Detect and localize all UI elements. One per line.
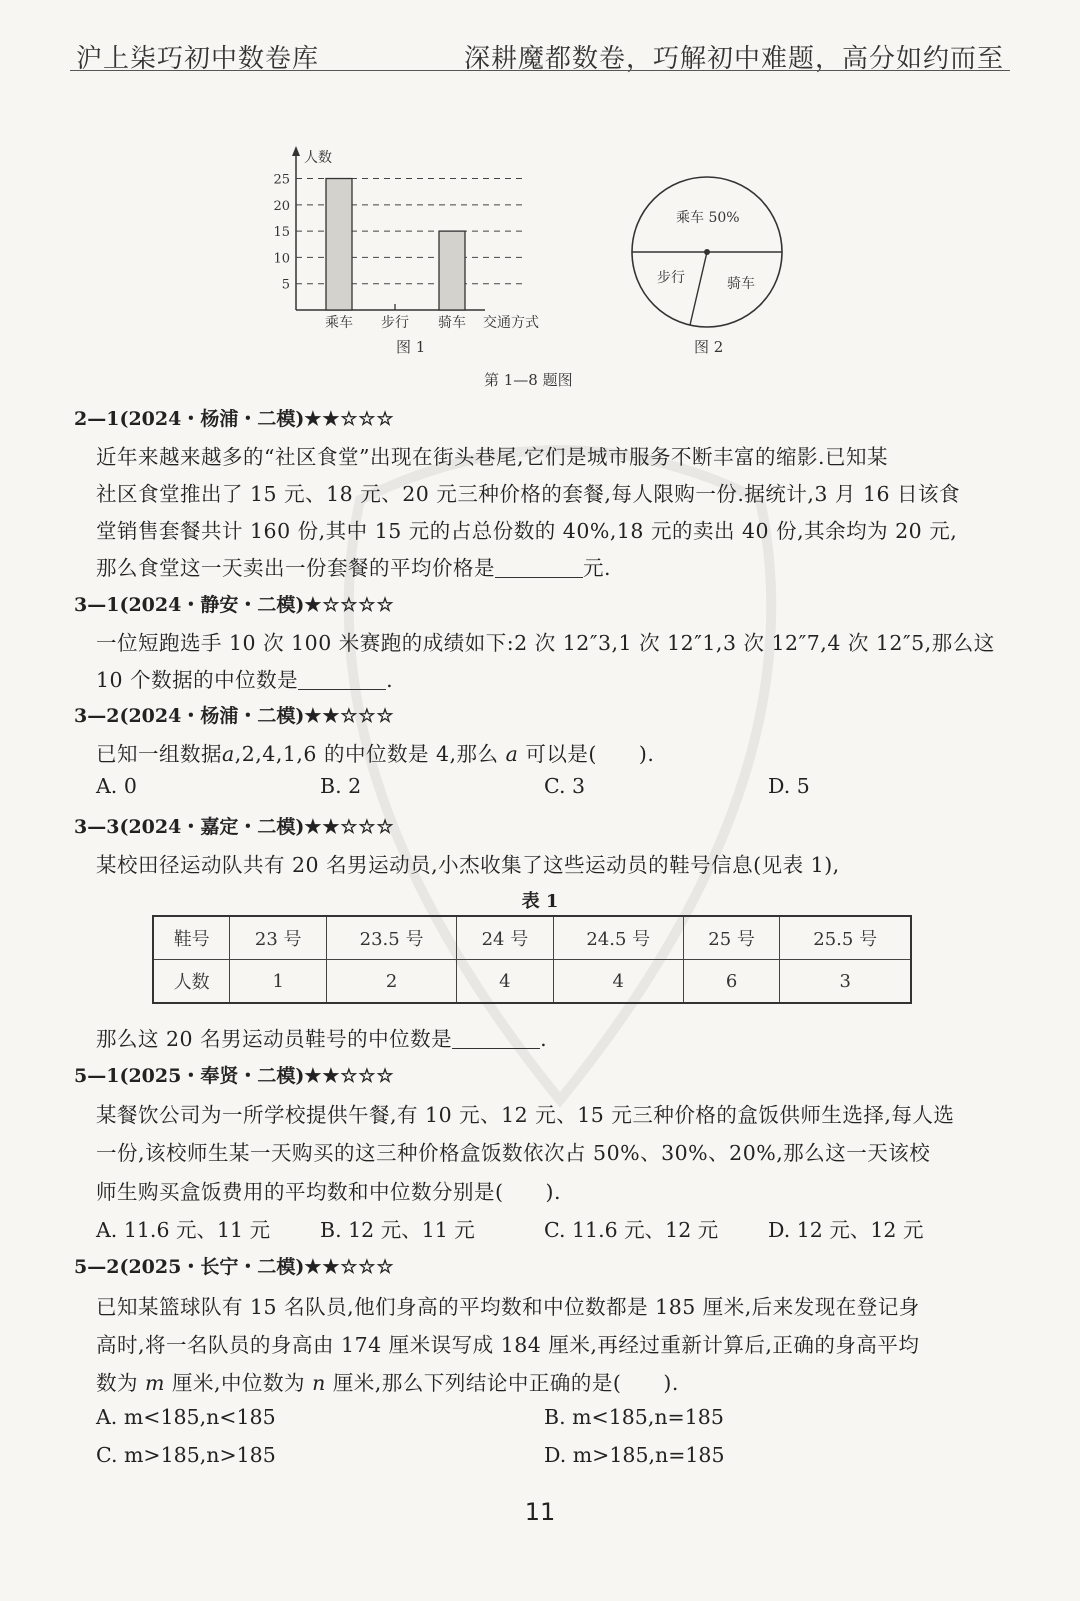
question-header-5-2	[74, 1252, 395, 1279]
question-source: (2024・杨浦・二模)	[119, 408, 305, 430]
x-tick-label: 骑车	[438, 315, 466, 331]
question-text-line: 某校田径运动队共有 20 名男运动员,小杰收集了这些运动员的鞋号信息(见表 1),	[96, 853, 840, 877]
option-c[interactable]: C. 11.6 元、12 元	[544, 1218, 719, 1242]
difficulty-stars: ★★☆☆☆	[304, 816, 395, 838]
variable-m: m	[145, 1371, 165, 1395]
y-tick-label: 20	[273, 198, 290, 214]
pie-center	[704, 249, 710, 255]
question-source: (2025・长宁・二模)	[119, 1256, 305, 1278]
table-cell: 人数	[153, 960, 230, 1004]
question-id: 3—2	[74, 705, 120, 727]
question-text-line	[96, 551, 611, 581]
y-axis-arrow	[292, 146, 300, 156]
question-text: 厘米,那么下列结论中正确的是( ).	[332, 1371, 679, 1395]
y-tick-label: 10	[273, 251, 290, 267]
pie-slice-label-walk: 步行	[657, 270, 685, 286]
figure-1-label: 图 1	[396, 338, 426, 356]
question-text-line: 高时,将一名队员的身高由 174 厘米误写成 184 厘米,再经过重新计算后,正确的身高平均	[96, 1333, 920, 1357]
question-text: 那么这 20 名男运动员鞋号的中位数是	[96, 1027, 453, 1051]
option-b[interactable]: B. m<185,n=185	[544, 1405, 724, 1429]
question-text: 数为	[96, 1371, 138, 1395]
question-text: 可以是( ).	[525, 742, 655, 766]
pie-slice-label-ride: 乘车 50%	[676, 210, 740, 226]
question-text-line	[96, 1366, 679, 1396]
table-cell: 23 号	[230, 916, 327, 960]
option-d[interactable]: D. 12 元、12 元	[768, 1218, 924, 1242]
pie-chart	[632, 177, 782, 356]
question-header-3-1	[74, 590, 395, 617]
header-right-slogan: 深耕魔都数卷，巧解初中难题，高分如约而至	[463, 44, 1004, 74]
shoe-size-table	[152, 915, 912, 1004]
answer-blank[interactable]	[298, 671, 386, 690]
option-a[interactable]: A. 0	[96, 774, 137, 798]
figure-caption: 第 1—8 题图	[484, 371, 573, 389]
question-text-line	[96, 737, 654, 767]
x-tick-label: 乘车	[325, 315, 353, 331]
variable-n: n	[312, 1371, 326, 1395]
question-id: 3—1	[74, 594, 120, 616]
question-text-line: 一份,该校师生某一天购买的这三种价格盒饭数依次占 50%、30%、20%,那么这一天该校	[96, 1141, 931, 1165]
question-text: .	[540, 1027, 548, 1051]
question-header-5-1	[74, 1061, 395, 1088]
table-cell: 24 号	[457, 916, 554, 960]
header-divider	[70, 70, 1010, 71]
y-tick-label: 5	[281, 277, 290, 293]
question-header-3-2	[74, 701, 395, 728]
question-text-line: 一位短跑选手 10 次 100 米赛跑的成绩如下:2 次 12″3,1 次 12″1,3 次 12″7,4 次 12″5,那么这	[96, 631, 995, 655]
bar-chart	[273, 146, 539, 356]
question-text-line: 近年来越来越多的“社区食堂”出现在街头巷尾,它们是城市服务不断丰富的缩影.已知某	[96, 445, 888, 469]
question-source: (2024・杨浦・二模)	[119, 705, 305, 727]
table-cell: 4	[553, 960, 683, 1004]
table-cell: 2	[327, 960, 457, 1004]
table-cell: 24.5 号	[553, 916, 683, 960]
table-cell: 23.5 号	[327, 916, 457, 960]
option-c[interactable]: C. m>185,n>185	[96, 1443, 276, 1467]
table-cell: 25 号	[683, 916, 780, 960]
table-cell: 1	[230, 960, 327, 1004]
table-cell: 4	[457, 960, 554, 1004]
option-b[interactable]: B. 12 元、11 元	[320, 1218, 475, 1242]
question-text: .	[386, 668, 394, 692]
question-source: (2024・嘉定・二模)	[119, 816, 305, 838]
figure-2-label: 图 2	[694, 338, 724, 356]
question-text: 那么食堂这一天卖出一份套餐的平均价格是	[96, 556, 495, 580]
question-id: 2—1	[74, 408, 120, 430]
question-text: ,2,4,1,6 的中位数是 4,那么	[234, 742, 499, 766]
question-source: (2024・静安・二模)	[119, 594, 305, 616]
variable-a: a	[222, 742, 235, 766]
y-tick-label: 25	[273, 172, 290, 188]
question-text-line: 堂销售套餐共计 160 份,其中 15 元的占总份数的 40%,18 元的卖出 40 份,其余均为 20 元,	[96, 519, 958, 543]
variable-a: a	[505, 742, 519, 766]
option-d[interactable]: D. m>185,n=185	[544, 1443, 725, 1467]
table-cell: 3	[780, 960, 911, 1004]
answer-blank[interactable]	[495, 559, 583, 578]
question-text: 元.	[583, 556, 612, 580]
table-cell: 鞋号	[153, 916, 230, 960]
question-text-line: 社区食堂推出了 15 元、18 元、20 元三种价格的套餐,每人限购一份.据统计,3 月 16 日该食	[96, 482, 961, 506]
y-axis-label: 人数	[304, 150, 332, 166]
question-text: 厘米,中位数为	[172, 1371, 306, 1395]
pie-divider	[690, 252, 707, 325]
table-cell: 25.5 号	[780, 916, 911, 960]
figure-area	[0, 140, 1080, 400]
bar-1	[326, 179, 352, 310]
question-text: 10 个数据的中位数是	[96, 668, 299, 692]
option-a[interactable]: A. m<185,n<185	[96, 1405, 276, 1429]
difficulty-stars: ★☆☆☆☆	[304, 594, 395, 616]
y-tick-label: 15	[273, 225, 290, 241]
difficulty-stars: ★★☆☆☆	[304, 408, 395, 430]
question-source: (2025・奉贤・二模)	[119, 1065, 305, 1087]
question-id: 5—2	[74, 1256, 120, 1278]
page-number: 11	[524, 1498, 556, 1526]
option-b[interactable]: B. 2	[320, 774, 362, 798]
answer-blank[interactable]	[452, 1030, 540, 1049]
question-id: 3—3	[74, 816, 120, 838]
question-text-line: 师生购买盒饭费用的平均数和中位数分别是( ).	[96, 1180, 562, 1204]
table-row	[153, 960, 911, 1004]
difficulty-stars: ★★☆☆☆	[304, 705, 395, 727]
pie-slice-label-bike: 骑车	[727, 276, 755, 292]
bar-3	[439, 231, 465, 310]
table-cell: 6	[683, 960, 780, 1004]
table-caption: 表 1	[521, 891, 559, 912]
header-left-title: 沪上柒巧初中数卷库	[76, 44, 320, 74]
option-d[interactable]: D. 5	[768, 774, 810, 798]
option-a[interactable]: A. 11.6 元、11 元	[96, 1218, 271, 1242]
x-tick-label: 步行	[381, 315, 409, 331]
question-text-line: 某餐饮公司为一所学校提供午餐,有 10 元、12 元、15 元三种价格的盒饭供师生选择,每人选	[96, 1103, 955, 1127]
table-row	[153, 916, 911, 960]
question-text-line: 已知某篮球队有 15 名队员,他们身高的平均数和中位数都是 185 厘米,后来发现在登记身	[96, 1295, 920, 1319]
difficulty-stars: ★★☆☆☆	[304, 1256, 395, 1278]
question-text-line	[96, 663, 393, 693]
question-header-3-3	[74, 812, 395, 839]
question-text-line	[96, 1022, 547, 1052]
question-id: 5—1	[74, 1065, 120, 1087]
option-c[interactable]: C. 3	[544, 774, 586, 798]
difficulty-stars: ★★☆☆☆	[304, 1065, 395, 1087]
question-text: 已知一组数据	[96, 742, 222, 766]
x-axis-label: 交通方式	[483, 315, 539, 331]
question-header-2-1	[74, 404, 395, 431]
